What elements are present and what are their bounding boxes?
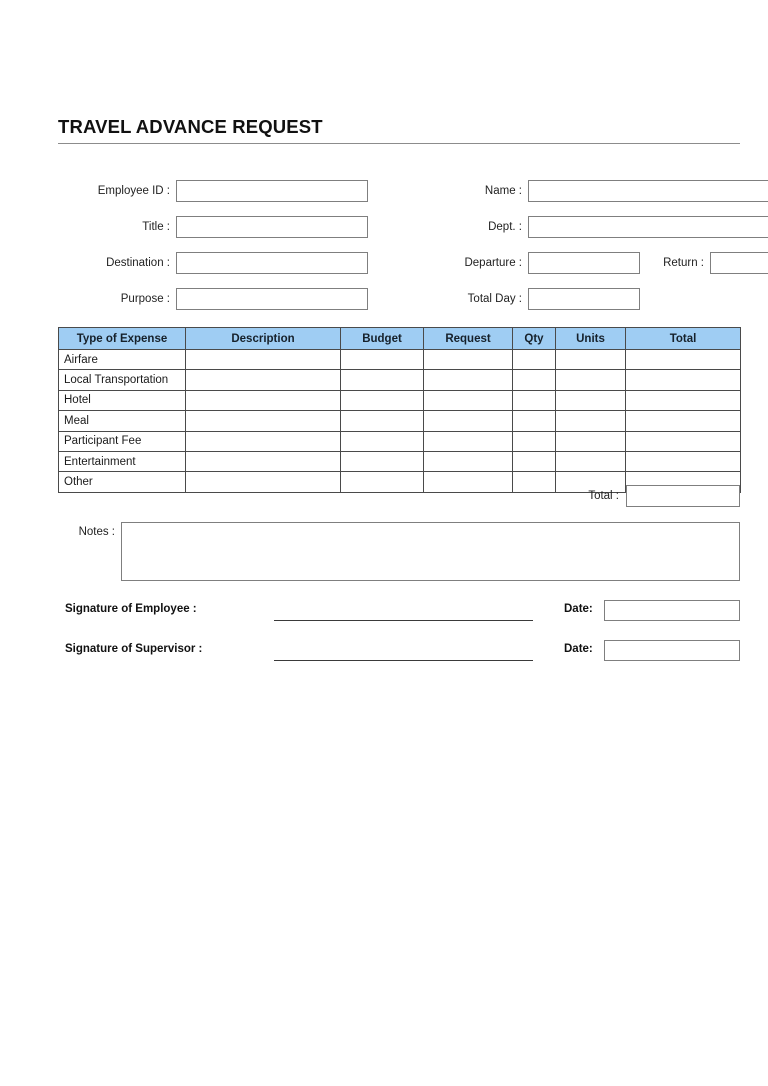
column-header-qty: Qty [513,328,556,350]
expense-description-cell[interactable] [186,451,341,471]
expense-table-header-row [59,328,741,350]
grand-total-input[interactable] [626,485,740,507]
purpose-input[interactable] [176,288,368,310]
table-row [59,370,741,390]
table-row [59,431,741,451]
column-header-budget: Budget [341,328,424,350]
title-divider [58,143,740,144]
signature-employee-label: Signature of Employee : [65,603,197,615]
expense-type-cell: Airfare [59,350,186,370]
signature-supervisor-row [58,640,740,664]
notes-block [58,522,740,581]
expense-units-cell[interactable] [556,370,626,390]
expense-request-cell[interactable] [424,411,513,431]
expense-total-cell[interactable] [626,451,741,471]
destination-label: Destination : [106,257,170,269]
signature-employee-date-label: Date: [564,603,593,615]
page-title: TRAVEL ADVANCE REQUEST [58,116,323,137]
grand-total-label: Total : [588,489,619,502]
expense-total-cell[interactable] [626,390,741,410]
signature-employee-row [58,600,740,624]
expense-type-cell: Local Transportation [59,370,186,390]
title-block [58,116,740,144]
expense-budget-cell[interactable] [341,390,424,410]
expense-description-cell[interactable] [186,350,341,370]
expense-description-cell[interactable] [186,370,341,390]
grand-total-row [58,484,740,507]
expense-budget-cell[interactable] [341,431,424,451]
field-destination [58,252,368,274]
column-header-description: Description [186,328,341,350]
field-total-day [408,288,640,310]
name-label: Name : [484,185,522,197]
expense-type-cell: Meal [59,411,186,431]
signature-supervisor-date-label: Date: [564,643,593,655]
expense-qty-cell[interactable] [513,390,556,410]
column-header-units: Units [556,328,626,350]
expense-qty-cell[interactable] [513,370,556,390]
expense-qty-cell[interactable] [513,411,556,431]
expense-type-cell: Other [59,472,186,492]
notes-label: Notes : [78,526,115,538]
expense-type-cell: Participant Fee [59,431,186,451]
expense-description-cell[interactable] [186,431,341,451]
signature-supervisor-line[interactable] [274,660,533,661]
table-row [59,350,741,370]
expense-request-cell[interactable] [424,431,513,451]
expense-request-cell[interactable] [424,451,513,471]
field-dept [408,216,768,238]
field-name [408,180,768,202]
expense-budget-cell[interactable] [341,350,424,370]
expense-type-cell: Hotel [59,390,186,410]
expense-description-cell[interactable] [186,390,341,410]
signature-employee-date-input[interactable] [604,600,740,621]
dept-input[interactable] [528,216,768,238]
expense-units-cell[interactable] [556,390,626,410]
signature-supervisor-date-input[interactable] [604,640,740,661]
expense-qty-cell[interactable] [513,451,556,471]
field-title [58,216,368,238]
table-row [59,451,741,471]
field-row-title-dept [58,216,740,252]
expense-qty-cell[interactable] [513,431,556,451]
field-row-purpose-total-day [58,288,740,324]
expense-description-cell[interactable] [186,411,341,431]
field-row-employee-id-name [58,180,740,216]
field-departure [408,252,768,274]
expense-units-cell[interactable] [556,431,626,451]
expense-request-cell[interactable] [424,370,513,390]
field-purpose [58,288,368,310]
expense-request-cell[interactable] [424,350,513,370]
field-row-destination-departure-return [58,252,740,288]
signature-supervisor-block [58,640,740,664]
return-label: Return : [663,257,704,269]
title-input[interactable] [176,216,368,238]
signature-employee-line[interactable] [274,620,533,621]
return-input[interactable] [710,252,768,274]
expense-table [58,327,741,493]
expense-budget-cell[interactable] [341,451,424,471]
signature-supervisor-label: Signature of Supervisor : [65,643,203,655]
notes-input[interactable] [121,522,740,581]
employee-id-label: Employee ID : [97,185,170,197]
column-header-total: Total [626,328,741,350]
expense-total-cell[interactable] [626,370,741,390]
departure-input[interactable] [528,252,640,274]
expense-type-cell: Entertainment [59,451,186,471]
expense-budget-cell[interactable] [341,411,424,431]
expense-total-cell[interactable] [626,350,741,370]
purpose-label: Purpose : [120,293,170,305]
employee-id-input[interactable] [176,180,368,202]
expense-units-cell[interactable] [556,350,626,370]
expense-total-cell[interactable] [626,411,741,431]
expense-request-cell[interactable] [424,390,513,410]
total-day-label: Total Day : [467,293,522,305]
total-day-input[interactable] [528,288,640,310]
name-input[interactable] [528,180,768,202]
title-label: Title : [142,221,170,233]
table-row [59,411,741,431]
destination-input[interactable] [176,252,368,274]
table-row [59,390,741,410]
expense-units-cell[interactable] [556,411,626,431]
expense-budget-cell[interactable] [341,370,424,390]
column-header-request: Request [424,328,513,350]
employee-travel-fields [58,180,740,324]
column-header-type-of-expense: Type of Expense [59,328,186,350]
field-employee-id [58,180,368,202]
dept-label: Dept. : [488,221,522,233]
signature-employee-block [58,600,740,624]
expense-total-cell[interactable] [626,431,741,451]
departure-label: Departure : [464,257,522,269]
expense-units-cell[interactable] [556,451,626,471]
expense-qty-cell[interactable] [513,350,556,370]
